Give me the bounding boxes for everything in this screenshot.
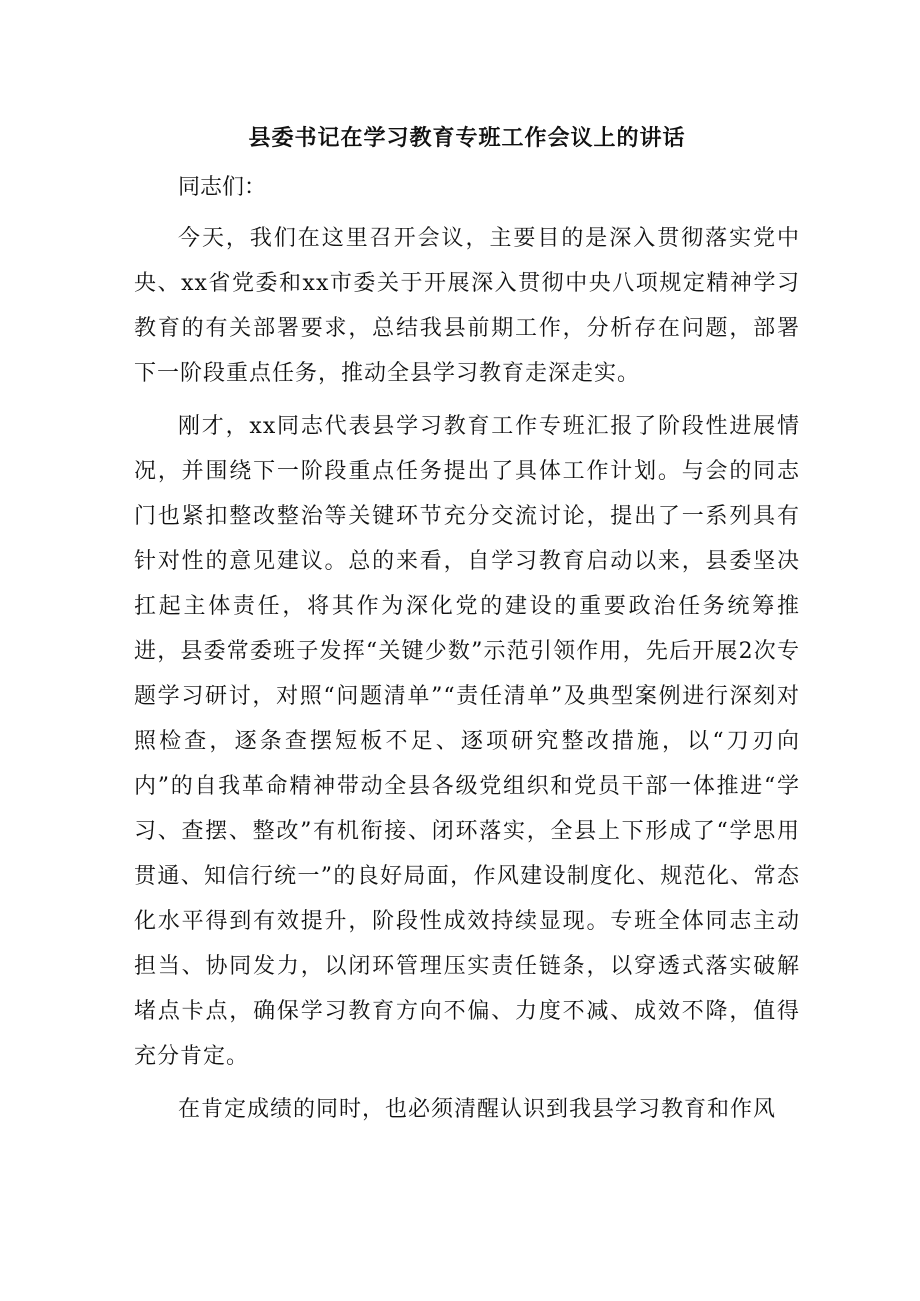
salutation: 同志们： [178,175,267,200]
paragraph-3: 在肯定成绩的同时，也必须清醒认识到我县学习教育和作风 [178,1097,777,1122]
document-title: 县委书记在学习教育专班工作会议上的讲话 [248,125,686,151]
paragraph-1: 今天，我们在这里召开会议，主要目的是深入贯彻落实党中央、xx省党委和xx市委关于开展深入贯彻中央八项规定精神学习教育的有关部署要求，总结我县前期工作，分析存在问题，部署下一阶段重点任务，推动全县学习教育走深走实。 [134,226,800,386]
paragraph-2: 刚才，xx同志代表县学习教育工作专班汇报了阶段性进展情况，并围绕下一阶段重点任务提出了具体工作计划。与会的同志门也紧扣整改整治等关键环节充分交流讨论，提出了一系列具有针对性的意见建议。总的来看，自学习教育启动以来，县委坚决扛起主体责任，将其作为深化党的建设的重要政治任务统筹推进，县委常委班子发挥“关键少数”示范引领作用，先后开展2次专题学习研讨，对照“问题清单”“责任清单”及典型案例进行深刻对照检查，逐条查摆短板不足、逐项研究整改措施，以“刀刃向内”的自我革命精神带动全县各级党组织和党员干部一体推进“学习、查摆、整改”有机衔接、闭环落实，全县上下形成了“学思用贯通、知信行统一”的良好局面，作风建设制度化、规范化、常态化水平得到有效提升，阶段性成效持续显现。专班全体同志主动担当、协同发力，以闭环管理压实责任链条，以穿透式落实破解堵点卡点，确保学习教育方向不偏、力度不减、成效不降，值得充分肯定。 [134,414,800,1069]
